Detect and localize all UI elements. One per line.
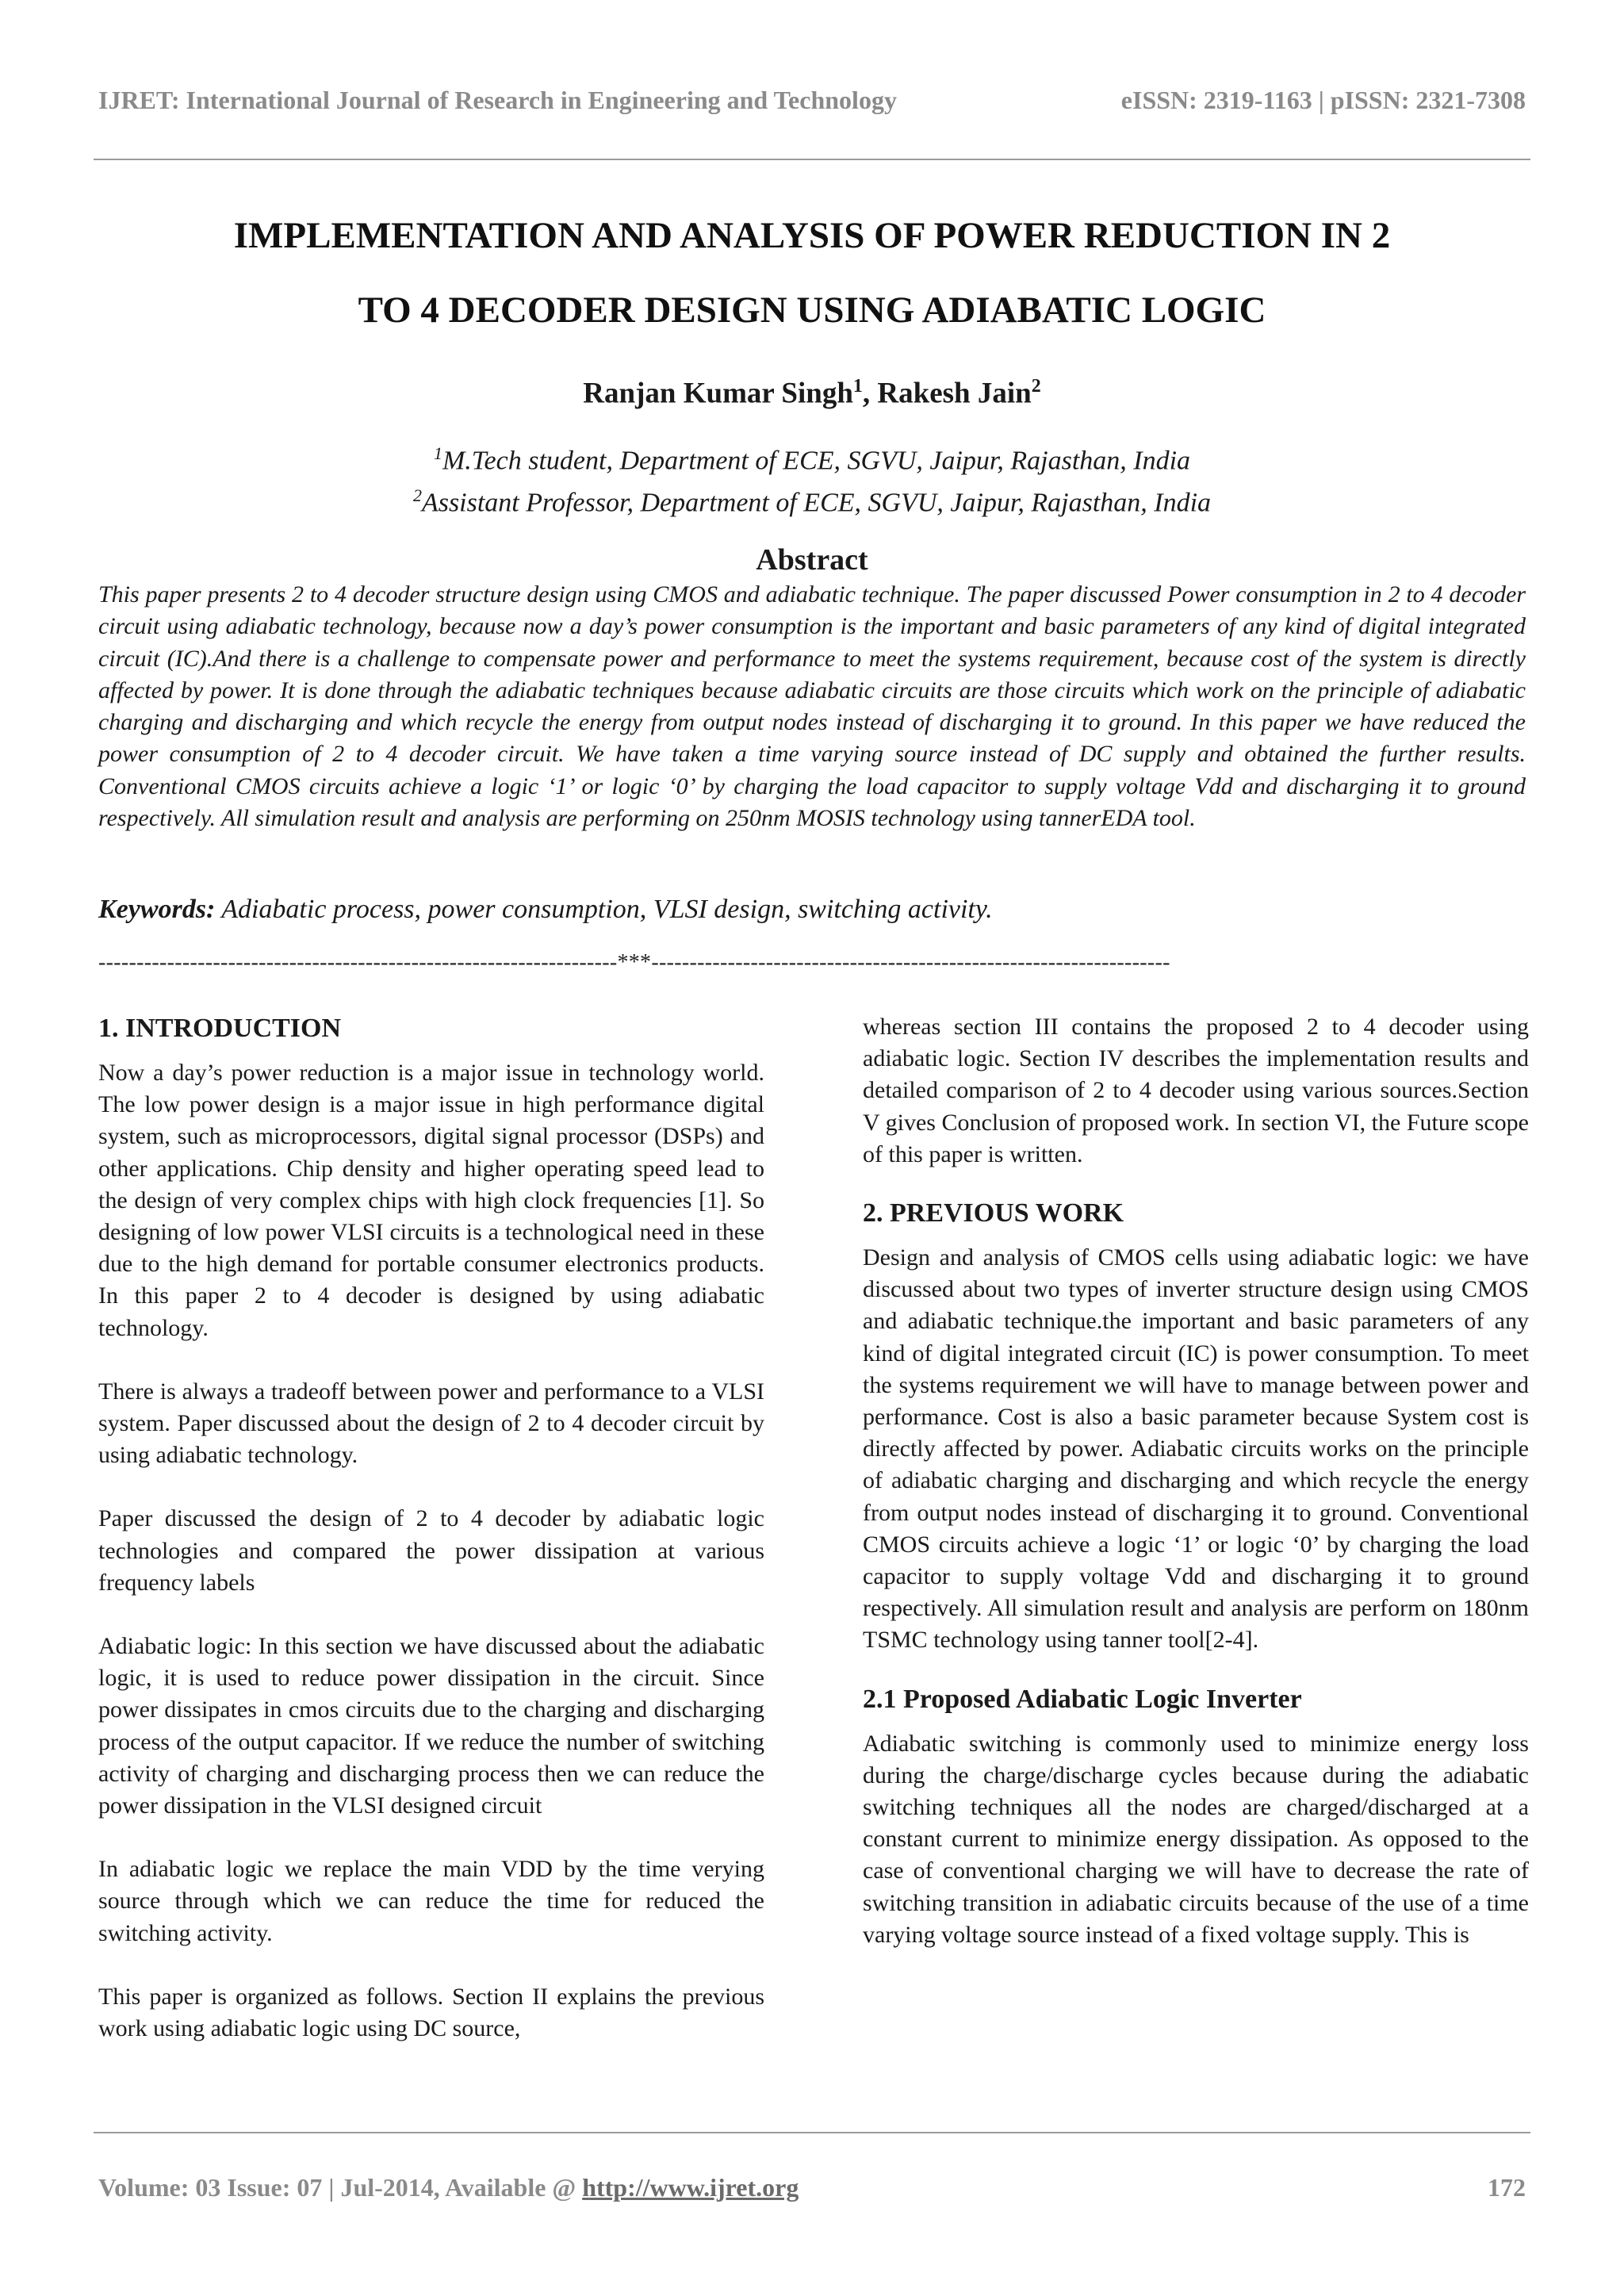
intro-paragraph-3: Paper discussed the design of 2 to 4 decoder by adiabatic logic technologies and compared the power dissipation at various frequency labels — [98, 1505, 764, 1596]
journal-name: IJRET: International Journal of Research in Engineering and Technology — [98, 86, 897, 114]
author-list — [98, 376, 1526, 410]
paper-title — [98, 198, 1526, 347]
abstract-body: This paper presents 2 to 4 decoder structure design using CMOS and adiabatic technique. The paper discussed Power consumption in 2 to 4 decoder circuit using adiabatic technology, because now a day’s power consumption is the important and basic parameters of any kind of digital integrated circuit (IC).And there is a challenge to compensate power and performance to meet the systems requirement, because cost of the system is directly affected by power. It is done through the adiabatic techniques because adiabatic circuits are those circuits which work on the principle of adiabatic charging and discharging and which recycle the energy from output nodes instead of discharging it to ground. In this paper we have reduced the power consumption of 2 to 4 decoder circuit. We have taken a time varying source instead of DC supply and obtained the further results. Conventional CMOS circuits achieve a logic ‘1’ or logic ‘0’ by charging the load capacitor to supply voltage Vdd and discharging it to ground respectively. All simulation result and analysis are performing on 250nm MOSIS technology using tannerEDA tool. — [98, 581, 1526, 832]
previous-work-heading: 2. PREVIOUS WORK — [863, 1198, 1124, 1228]
issn-info: eISSN: 2319-1163 | pISSN: 2321-7308 — [1120, 86, 1526, 114]
intro-paragraph-1: Now a day’s power reduction is a major issue in technology world. The low power design is a major issue in high performance digital system, such as microprocessors, digital signal processor (DSPs) and other applications. Chip density and higher operating speed lead to the design of very complex chips with high clock frequencies [1]. So designing of low power VLSI circuits is a technological need in these due to the high demand for portable consumer electronics products. In this paper 2 to 4 decoder is designed by using adiabatic technology. — [98, 1060, 764, 1341]
keywords — [98, 895, 1526, 925]
affiliation-2-sup: 2 — [412, 485, 422, 506]
intro-paragraph-5: In adiabatic logic we replace the main VDD by the time verying source through which we can reduce the time for reduced the switching activity. — [98, 1856, 764, 1946]
left-column — [98, 1011, 764, 2045]
header-divider — [94, 159, 1530, 160]
author-1-sup: 1 — [852, 376, 863, 397]
author-separator: , — [862, 377, 878, 410]
page-number: 172 — [1488, 2173, 1526, 2202]
intro-paragraph-2: There is always a tradeoff between power and performance to a VLSI system. Paper discussed about the design of 2 to 4 decoder circuit by using adiabatic technology. — [98, 1378, 764, 1469]
affiliation-1 — [98, 436, 1526, 478]
abstract-heading: Abstract — [756, 543, 868, 577]
affiliation-2 — [98, 478, 1526, 520]
affiliation-1-text: M.Tech student, Department of ECE, SGVU, Jaipur, Rajasthan, India — [442, 446, 1191, 476]
footer-volume-text: Volume: 03 Issue: 07 | Jul-2014, Available @ — [98, 2173, 583, 2202]
journal-url-link[interactable]: http://www.ijret.org — [582, 2173, 799, 2202]
title-line-2: TO 4 DECODER DESIGN USING ADIABATIC LOGIC — [358, 289, 1266, 331]
section-separator: --------------------------------------------------------------------***-------------------------------------------------------------------- — [98, 950, 1170, 975]
right-column — [863, 1011, 1529, 1951]
previous-work-paragraph: Design and analysis of CMOS cells using adiabatic logic: we have discussed about two types of inverter structure design using CMOS and adiabatic technique.the important and basic parameters of any kind of digital integrated circuit (IC) is power consumption. To meet the systems requirement we will have to manage between power and performance. Cost is also a basic parameter because System cost is directly affected by power. Adiabatic circuits works on the principle of adiabatic charging and discharging and which recycle the energy from output nodes instead of discharging it to ground. Conventional CMOS circuits achieve a logic ‘1’ or logic ‘0’ by charging the load capacitor to supply voltage Vdd and discharging it to ground respectively. All simulation result and analysis are perform on 180nm TSMC technology using tanner tool[2-4]. — [863, 1244, 1529, 1654]
footer-volume-info — [98, 2173, 799, 2202]
proposed-inverter-heading: 2.1 Proposed Adiabatic Logic Inverter — [863, 1684, 1302, 1714]
keywords-text: Adiabatic process, power consumption, VLSI design, switching activity. — [215, 895, 993, 924]
affiliation-2-text: Assistant Professor, Department of ECE, SGVU, Jaipur, Rajasthan, India — [421, 488, 1212, 518]
author-2: Rakesh Jain — [877, 377, 1032, 410]
title-line-1: IMPLEMENTATION AND ANALYSIS OF POWER REDUCTION IN 2 — [233, 215, 1391, 256]
affiliation-1-sup: 1 — [433, 443, 442, 463]
keywords-label: Keywords: — [98, 895, 216, 924]
introduction-heading: 1. INTRODUCTION — [98, 1014, 342, 1043]
proposed-inverter-paragraph: Adiabatic switching is commonly used to minimize energy loss during the charge/discharge cycles because during the adiabatic switching techniques all the nodes are charged/discharged at a constant current to minimize energy dissipation. As opposed to the case of conventional charging we will have to decrease the rate of switching transition in adiabatic circuits because of the use of a time varying voltage source instead of a fixed voltage supply. This is — [863, 1730, 1529, 1948]
intro-paragraph-6: This paper is organized as follows. Section II explains the previous work using adiabatic logic using DC source, — [98, 1983, 764, 2042]
author-2-sup: 2 — [1031, 376, 1041, 397]
affiliations — [98, 436, 1526, 521]
intro-continued-paragraph: whereas section III contains the proposed 2 to 4 decoder using adiabatic logic. Section IV describes the implementation results and detailed comparison of 2 to 4 decoder using various sources.Section V gives Conclusion of proposed work. In section VI, the Future scope of this paper is written. — [863, 1014, 1529, 1167]
intro-paragraph-4: Adiabatic logic: In this section we have discussed about the adiabatic logic, it is used to reduce power dissipation in the circuit. Since power dissipates in cmos circuits due to the charging and discharging process of the output capacitor. If we reduce the number of switching activity of charging and discharging process then we can reduce the power dissipation in the VLSI designed circuit — [98, 1633, 764, 1819]
footer-divider — [94, 2132, 1530, 2133]
author-1: Ranjan Kumar Singh — [583, 377, 853, 410]
